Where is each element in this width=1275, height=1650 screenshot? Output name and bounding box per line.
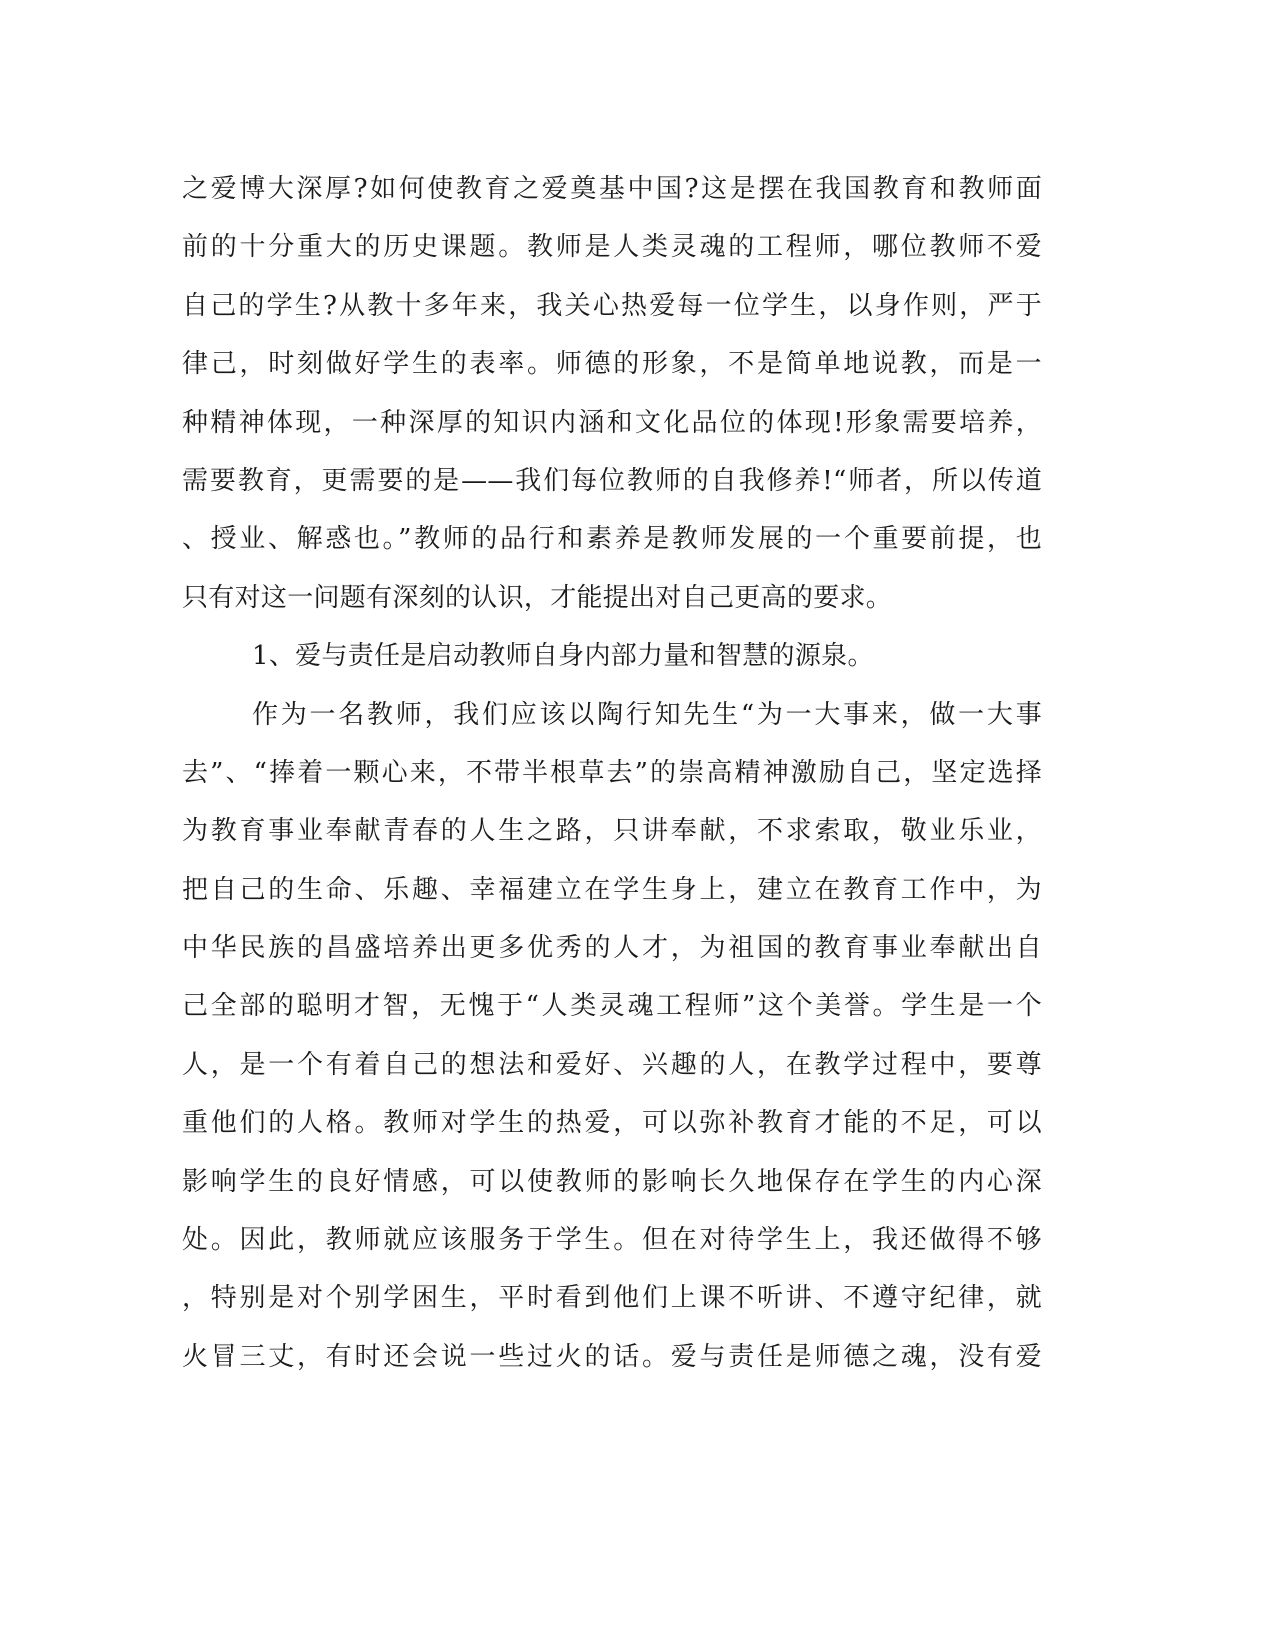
text-line: 种精神体现，一种深厚的知识内涵和文化品位的体现!形象需要培养， [182, 407, 1042, 438]
text-line: 去”、“捧着一颗心来，不带半根草去”的崇高精神激励自己，坚定选择 [182, 757, 1042, 788]
text-line: 重他们的人格。教师对学生的热爱，可以弥补教育才能的不足，可以 [182, 1108, 1042, 1139]
text-line: 、授业、解惑也。”教师的品行和素养是教师发展的一个重要前提，也 [182, 524, 1042, 555]
text-line: 律己，时刻做好学生的表率。师德的形象，不是简单地说教，而是一 [182, 349, 1042, 380]
text-line: 为教育事业奉献青春的人生之路，只讲奉献，不求索取，敬业乐业， [182, 816, 1042, 847]
text-line: 作为一名教师，我们应该以陶行知先生“为一大事来，做一大事 [252, 699, 1042, 730]
text-line: 影响学生的良好情感，可以使教师的影响长久地保存在学生的内心深 [182, 1166, 1042, 1197]
text-line: 之爱博大深厚?如何使教育之爱奠基中国?这是摆在我国教育和教师面 [182, 174, 1042, 204]
body-text [182, 160, 1042, 1386]
text-line: 只有对这一问题有深刻的认识，才能提出对自己更高的要求。 [182, 582, 893, 613]
text-line: ，特别是对个别学困生，平时看到他们上课不听讲、不遵守纪律，就 [182, 1283, 1042, 1314]
text-line: 中华民族的昌盛培养出更多优秀的人才，为祖国的教育事业奉献出自 [182, 933, 1042, 964]
text-line: 需要教育，更需要的是——我们每位教师的自我修养!“师者，所以传道 [182, 465, 1042, 496]
section-heading: 1、爱与责任是启动教师自身内部力量和智慧的源泉。 [252, 641, 874, 672]
text-line: 前的十分重大的历史课题。教师是人类灵魂的工程师，哪位教师不爱 [182, 232, 1042, 263]
text-line: 处。因此，教师就应该服务于学生。但在对待学生上，我还做得不够 [182, 1225, 1042, 1256]
text-line: 自己的学生?从教十多年来，我关心热爱每一位学生，以身作则，严于 [182, 290, 1042, 321]
text-line: 己全部的聪明才智，无愧于“人类灵魂工程师”这个美誉。学生是一个 [182, 991, 1042, 1022]
text-line: 人，是一个有着自己的想法和爱好、兴趣的人，在教学过程中，要尊 [182, 1049, 1042, 1080]
text-line: 把自己的生命、乐趣、幸福建立在学生身上，建立在教育工作中，为 [182, 874, 1042, 905]
text-line: 火冒三丈，有时还会说一些过火的话。爱与责任是师德之魂，没有爱 [182, 1341, 1042, 1372]
